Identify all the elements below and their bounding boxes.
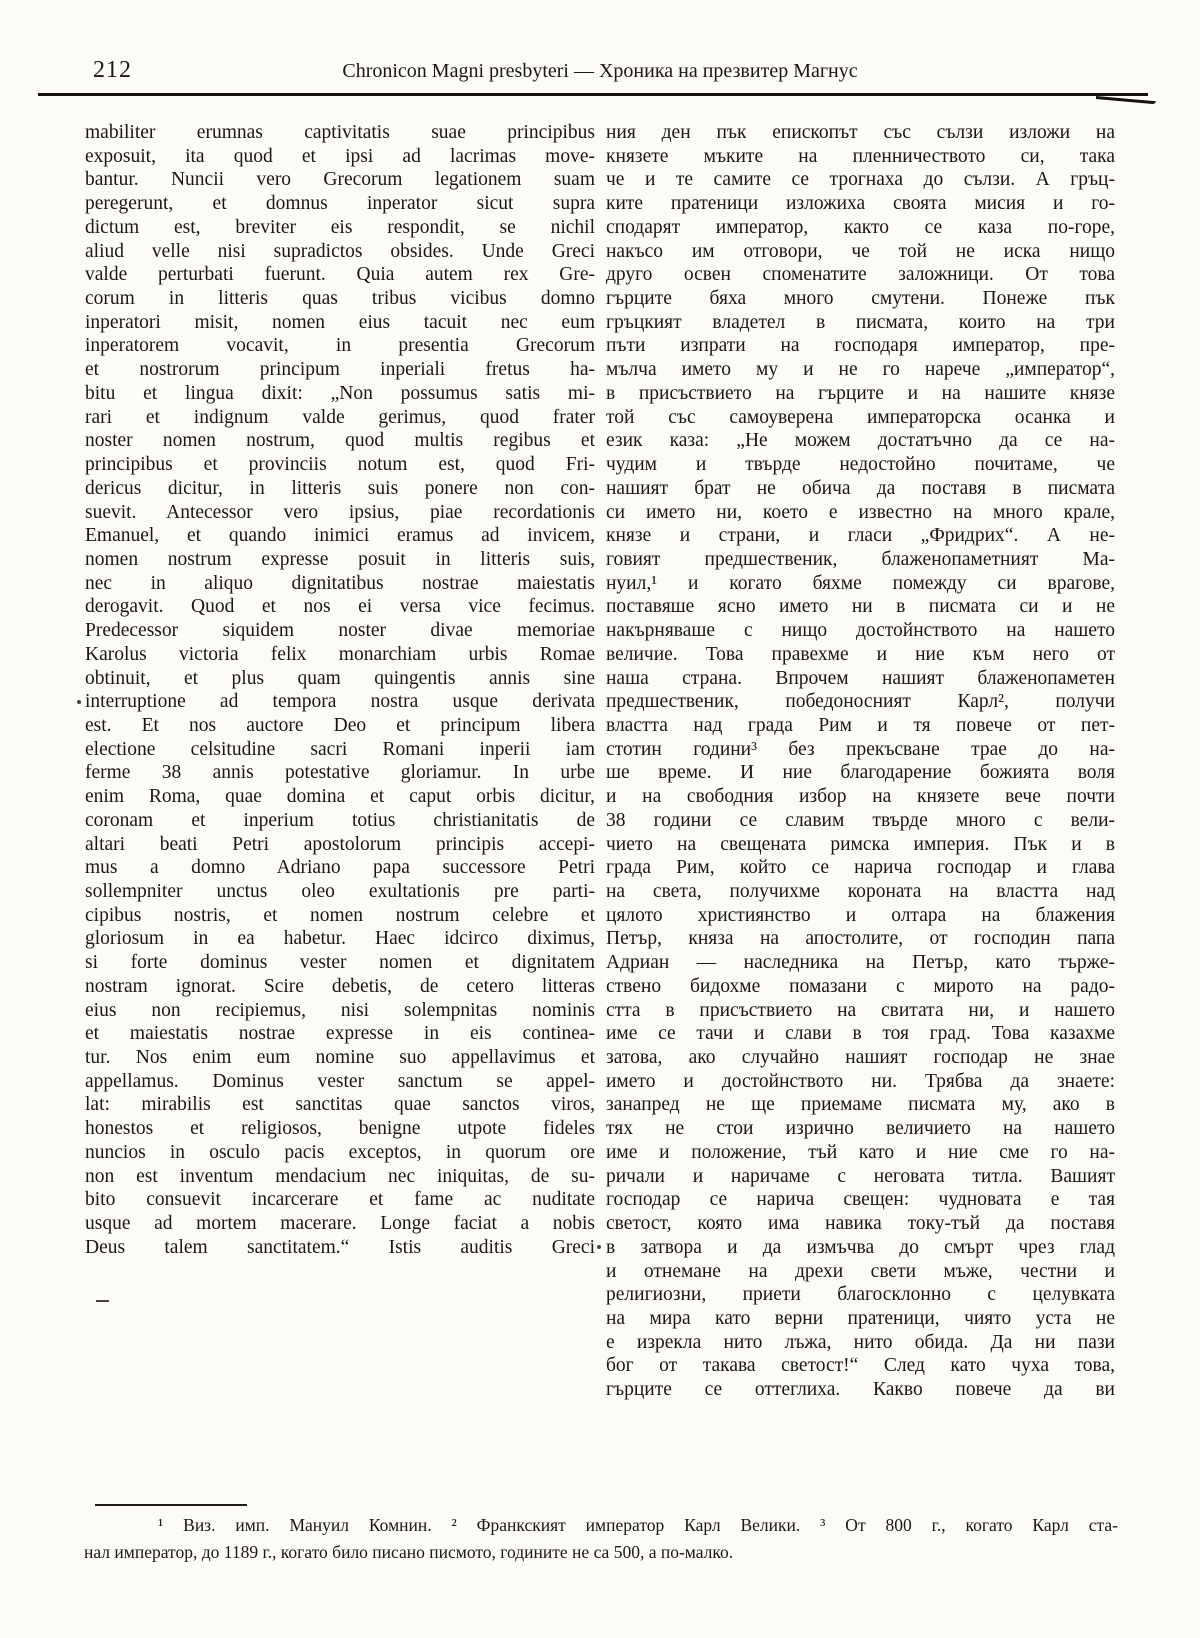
text-line: usque ad mortem macerare. Longe faciat a nobis bbox=[85, 1213, 595, 1235]
text-line: est. Et nos auctore Deo et principum libera bbox=[85, 714, 595, 736]
text-line: mus a domno Adriano papa successore Petri bbox=[85, 857, 595, 879]
text-line: господар се нарича свещен: чудновата е тая bbox=[606, 1189, 1115, 1211]
text-line: светост, която има навика току-тъй да поставя bbox=[606, 1213, 1115, 1235]
text-line: bitu et lingua dixit: „Non possumus satis mi- bbox=[85, 382, 595, 404]
text-line: Emanuel, et quando inimici eramus ad invicem, bbox=[85, 525, 595, 547]
text-line: nomen nostrum expresse posuit in litteris suis, bbox=[85, 548, 595, 570]
text-line: rari et indignum valde gerimus, quod frater bbox=[85, 406, 595, 428]
text-line: предшественик, победоносният Карл², получи bbox=[606, 691, 1115, 713]
header-rule-tail bbox=[1096, 96, 1156, 104]
text-line: и на свободния избор на князете вече почти bbox=[606, 786, 1115, 808]
text-line: нуил,¹ и когато бяхме помежду си врагове, bbox=[606, 572, 1115, 594]
text-line: бог от такава светост!“ След като чуха това, bbox=[606, 1355, 1115, 1377]
text-line: друго освен споменатите заложници. От това bbox=[606, 264, 1115, 286]
text-line: на мира като верни пратеници, чиято уста не bbox=[606, 1307, 1115, 1329]
text-line: Predecessor siquidem noster divae memoriae bbox=[85, 620, 595, 642]
scan-artifact-dot bbox=[597, 1245, 601, 1249]
text-line: поставяше ясно името ни в писмата си и не bbox=[606, 596, 1115, 618]
text-line: Адриан — наследника на Петър, като търже- bbox=[606, 952, 1115, 974]
text-line: чудим и твърде недостойно почитаме, че bbox=[606, 454, 1115, 476]
footnote-rule bbox=[95, 1504, 247, 1506]
text-line: език каза: „Не можем достатъчно да се на- bbox=[606, 430, 1115, 452]
text-line: тях не стои изрично величието на нашето bbox=[606, 1118, 1115, 1140]
header-rule bbox=[38, 93, 1148, 96]
text-line: bito consuevit incarcerare et fame ac nuditate bbox=[85, 1189, 595, 1211]
text-line: nostram ignorat. Scire debetis, de cetero litteras bbox=[85, 975, 595, 997]
text-line: gloriosum in ea habetur. Haec idcirco diximus, bbox=[85, 928, 595, 950]
text-line: и отнемане на дрехи свети мъже, честни и bbox=[606, 1260, 1115, 1282]
text-line: ния ден пък епископът със сълзи изложи на bbox=[606, 122, 1115, 143]
text-line: накърняваше с нищо достойнството на нашето bbox=[606, 620, 1115, 642]
text-line: в присъствието на гърците и на нашите князе bbox=[606, 382, 1115, 404]
bulgarian-column bbox=[606, 121, 1115, 1402]
text-line: гръцкият владетел в писмата, които на три bbox=[606, 311, 1115, 333]
text-line: име и положение, тъй като и ние сме го на- bbox=[606, 1141, 1115, 1163]
text-line: lat: mirabilis est sanctitas quae sanctos viros, bbox=[85, 1094, 595, 1116]
text-line: obtinuit, et plus quam quingentis annis sine bbox=[85, 667, 595, 689]
text-line: exposuit, ita quod et ipsi ad lacrimas move- bbox=[85, 145, 595, 167]
text-line: Karolus victoria felix monarchiam urbis Romae bbox=[85, 643, 595, 665]
text-line: noster nomen nostrum, quod multis regibus et bbox=[85, 430, 595, 452]
text-line: нашият брат не обича да поставя в писмата bbox=[606, 477, 1115, 499]
text-line: че и те самите се трогнаха до сълзи. А гръц- bbox=[606, 169, 1115, 191]
text-line: е изрекла нито лъжа, нито обида. Да ни пази bbox=[606, 1331, 1115, 1353]
text-line: гърците се оттеглиха. Какво повече да ви bbox=[606, 1379, 1115, 1401]
text-line: si forte dominus vester nomen et dignitatem bbox=[85, 952, 595, 974]
text-line: затова, ако случайно нашият господар не знае bbox=[606, 1047, 1115, 1069]
text-line: стотин години³ без прекъсване трае до на- bbox=[606, 738, 1115, 760]
text-line: стта в присъствието на свитата ни, и нашето bbox=[606, 999, 1115, 1021]
text-line: ричали и наричаме с неговата титла. Вашият bbox=[606, 1165, 1115, 1187]
text-line: говият предшественик, блаженопаметният Ма- bbox=[606, 548, 1115, 570]
text-line: властта над града Рим и тя повече от пет- bbox=[606, 714, 1115, 736]
text-line: князе и страни, и гласи „Фридрих“. А не- bbox=[606, 525, 1115, 547]
text-line: tur. Nos enim eum nomine suo appellavimus et bbox=[85, 1047, 595, 1069]
text-line: името и достойнството ни. Трябва да знаете: bbox=[606, 1070, 1115, 1092]
text-line: князете мъките на пленничеството си, така bbox=[606, 145, 1115, 167]
text-line: interruptione ad tempora nostra usque derivata bbox=[85, 691, 595, 713]
footnote-line: нал император, до 1189 г., когато било писано писмото, годините не са 500, а по-малко. bbox=[84, 1542, 734, 1562]
text-line: cipibus nostris, et nomen nostrum celebre et bbox=[85, 904, 595, 926]
text-line: си името ни, което е известно на много крале, bbox=[606, 501, 1115, 523]
text-line: ствено бидохме помазани с мирото на радо- bbox=[606, 975, 1115, 997]
text-line: града Рим, който се нарича господар и глава bbox=[606, 857, 1115, 879]
text-line: aliud velle nisi supradictos obsides. Unde Greci bbox=[85, 240, 595, 262]
footnotes bbox=[84, 1512, 1118, 1566]
text-line: principibus et provinciis notum est, quod Fri- bbox=[85, 454, 595, 476]
text-line: накъсо им отговори, че той не иска нищо bbox=[606, 240, 1115, 262]
text-line: inperatorem vocavit, in presentia Grecorum bbox=[85, 335, 595, 357]
text-line: име се тачи и слави в тоя град. Това казахме bbox=[606, 1023, 1115, 1045]
text-line: пъти изпрати на господаря император, пре- bbox=[606, 335, 1115, 357]
text-line: величие. Това правехме и ние към него от bbox=[606, 643, 1115, 665]
text-line: религиозни, приети благосклонно с целувката bbox=[606, 1284, 1115, 1306]
text-line: altari beati Petri apostolorum principis accepi- bbox=[85, 833, 595, 855]
footnote-line: ¹ Виз. имп. Мануил Комнин. ² Франкският император Карл Велики. ³ От 800 г., когато Карл ста- bbox=[158, 1515, 1118, 1535]
text-line: corum in litteris quas tribus vicibus domno bbox=[85, 288, 595, 310]
text-line: ше време. И ние благодарение божията воля bbox=[606, 762, 1115, 784]
text-line: inperatori misit, nomen eius tacuit nec eum bbox=[85, 311, 595, 333]
text-line: занапред не ще приемаме писмата му, ако в bbox=[606, 1094, 1115, 1116]
text-line: et nostrorum principum inperiali fretus ha- bbox=[85, 359, 595, 381]
text-line: чието на свещената римска империя. Пък и в bbox=[606, 833, 1115, 855]
text-line: nec in aliquo dignitatibus nostrae maiestatis bbox=[85, 572, 595, 594]
text-line: той със самоуверена императорска осанка и bbox=[606, 406, 1115, 428]
text-line: enim Roma, quae domina et caput orbis dicitur, bbox=[85, 786, 595, 808]
text-line: non est inventum mendacium nec iniquitas, de su- bbox=[85, 1165, 595, 1187]
text-line: suevit. Antecessor vero ipsius, piae recordationis bbox=[85, 501, 595, 523]
text-line: Deus talem sanctitatem.“ Istis auditis Greci bbox=[85, 1236, 595, 1258]
running-header: Chronicon Magni presbyteri — Хроника на презвитер Магнус bbox=[342, 60, 858, 82]
text-line: цялото християнство и олтара на блажения bbox=[606, 904, 1115, 926]
text-line: mabiliter erumnas captivitatis suae principibus bbox=[85, 122, 595, 143]
text-line: в затвора и да измъчва до смърт чрез глад bbox=[606, 1236, 1115, 1258]
scan-artifact-dot bbox=[77, 700, 81, 704]
text-line: Петър, княза на апостолите, от господин папа bbox=[606, 928, 1115, 950]
text-line: honestos et religiosos, benigne utpote fideles bbox=[85, 1118, 595, 1140]
text-line: dericus dicitur, in litteris suis ponere non con- bbox=[85, 477, 595, 499]
text-line: eius non recipiemus, nisi solempnitas nominis bbox=[85, 999, 595, 1021]
text-line: valde perturbati fuerunt. Quia autem rex Gre- bbox=[85, 264, 595, 286]
text-line: electione celsitudine sacri Romani inperii iam bbox=[85, 738, 595, 760]
text-line: сподарят император, както се каза по-горе, bbox=[606, 216, 1115, 238]
text-line: наша страна. Впрочем нашият блаженопаметен bbox=[606, 667, 1115, 689]
text-line: мълча името му и не го нарече „император“, bbox=[606, 359, 1115, 381]
text-line: appellamus. Dominus vester sanctum se appel- bbox=[85, 1070, 595, 1092]
text-line: гърците бяха много смутени. Понеже пък bbox=[606, 288, 1115, 310]
text-line: dictum est, breviter eis respondit, se nichil bbox=[85, 216, 595, 238]
text-line: 38 години се славим твърде много с вели- bbox=[606, 809, 1115, 831]
text-line: ferme 38 annis potestative gloriamur. In urbe bbox=[85, 762, 595, 784]
text-line: derogavit. Quod et nos ei versa vice fecimus. bbox=[85, 596, 595, 618]
text-line: coronam et inperium totius christianitatis de bbox=[85, 809, 595, 831]
text-line: ките пратеници изложиха своята мисия и го- bbox=[606, 193, 1115, 215]
text-line: на света, получихме короната на властта над bbox=[606, 881, 1115, 902]
text-line: sollempniter unctus oleo exultationis pre parti- bbox=[85, 881, 595, 902]
text-line: nuncios in osculo pacis exceptos, in quorum ore bbox=[85, 1141, 595, 1163]
text-line: bantur. Nuncii vero Grecorum legationem suam bbox=[85, 169, 595, 191]
latin-column bbox=[85, 121, 595, 1260]
scan-artifact-dash bbox=[96, 1300, 109, 1302]
text-line: peregerunt, et domnus inperator sicut supra bbox=[85, 193, 595, 215]
text-line: et maiestatis nostrae expresse in eis continea- bbox=[85, 1023, 595, 1045]
page-number: 212 bbox=[93, 57, 132, 83]
